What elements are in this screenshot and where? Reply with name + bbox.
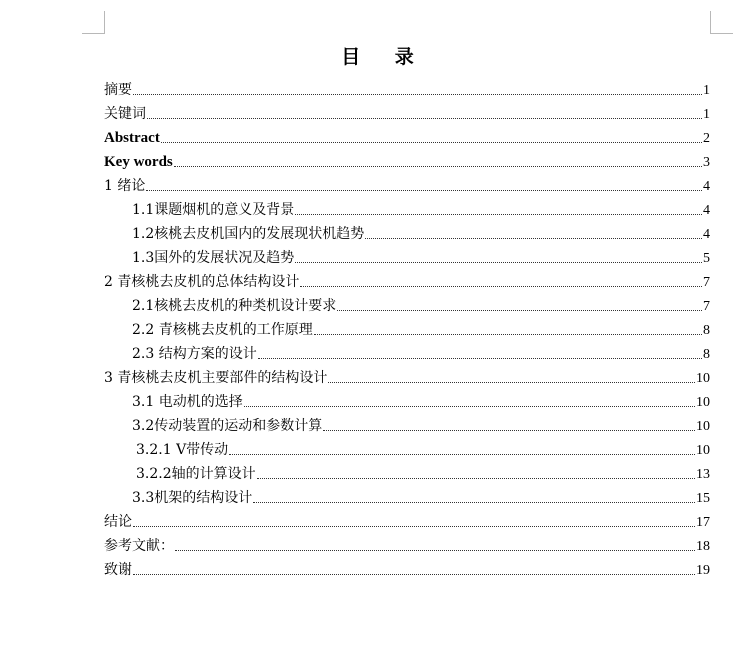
toc-entry-title: 2.1核桃去皮机的种类机设计要求 (132, 298, 337, 314)
toc-entry-page: 17 (696, 515, 710, 530)
toc-entry[interactable] (104, 510, 710, 534)
toc-entry-title: 2 青核桃去皮机的总体结构设计 (104, 274, 300, 290)
toc-entry-title: 关键词 (104, 106, 146, 122)
toc-leader-dots (133, 525, 695, 527)
toc-entry-page: 5 (703, 251, 710, 266)
toc-entry-title: 3.3机架的结构设计 (132, 490, 253, 506)
toc-entry-page: 3 (703, 155, 710, 170)
toc-entry-page: 10 (696, 443, 710, 458)
toc-entry[interactable] (104, 462, 710, 486)
toc-entry[interactable] (104, 174, 710, 198)
toc-entry-page: 2 (703, 131, 710, 146)
toc-entry[interactable] (104, 78, 710, 102)
toc-entry[interactable] (104, 270, 710, 294)
toc-entry-page: 10 (696, 371, 710, 386)
toc-entry-title: 1.2核桃去皮机国内的发展现状机趋势 (132, 226, 365, 242)
toc-leader-dots (253, 501, 695, 503)
toc-entry-page: 10 (696, 419, 710, 434)
page-title: 目 录 (341, 46, 428, 68)
toc-leader-dots (337, 309, 702, 311)
toc-leader-dots (365, 237, 702, 239)
toc-entry[interactable] (104, 150, 710, 174)
toc-entry[interactable] (104, 294, 710, 318)
toc-entry-page: 1 (703, 83, 710, 98)
toc-leader-dots (328, 381, 695, 383)
toc-entry-title: 1 绪论 (104, 178, 146, 194)
toc-entry[interactable] (104, 342, 710, 366)
toc-entry-title: Key words (104, 154, 173, 170)
toc-leader-dots (174, 165, 702, 167)
toc-entry-page: 4 (703, 203, 710, 218)
toc-entry[interactable] (104, 390, 710, 414)
toc-entry[interactable] (104, 486, 710, 510)
toc-entry-page: 8 (703, 323, 710, 338)
toc-entry-page: 4 (703, 179, 710, 194)
toc-leader-dots (295, 261, 702, 263)
toc-leader-dots (258, 357, 702, 359)
toc-entry[interactable] (104, 318, 710, 342)
toc-leader-dots (161, 141, 702, 143)
toc-leader-dots (295, 213, 702, 215)
toc-entry-title: 摘要 (104, 82, 132, 98)
table-of-contents (104, 78, 710, 582)
toc-entry-title: 3.2.2轴的计算设计 (136, 466, 256, 482)
toc-entry-title: 3 青核桃去皮机主要部件的结构设计 (104, 370, 328, 386)
toc-entry-page: 7 (703, 299, 710, 314)
toc-entry-title: 结论 (104, 514, 132, 530)
toc-entry-title: 3.1 电动机的选择 (132, 394, 243, 410)
toc-entry[interactable] (104, 126, 710, 150)
toc-leader-dots (257, 477, 695, 479)
toc-entry-title: 3.2传动装置的运动和参数计算 (132, 418, 323, 434)
toc-entry-page: 7 (703, 275, 710, 290)
toc-leader-dots (175, 549, 695, 551)
toc-entry-title: 2.2 青核桃去皮机的工作原理 (132, 322, 313, 338)
toc-leader-dots (300, 285, 702, 287)
toc-entry-title: 参考文献： (104, 538, 174, 554)
toc-leader-dots (229, 453, 695, 455)
toc-entry[interactable] (104, 222, 710, 246)
toc-leader-dots (133, 93, 702, 95)
toc-entry[interactable] (104, 102, 710, 126)
toc-entry-page: 13 (696, 467, 710, 482)
toc-entry[interactable] (104, 414, 710, 438)
toc-entry-page: 15 (696, 491, 710, 506)
toc-entry-page: 18 (696, 539, 710, 554)
toc-entry-page: 8 (703, 347, 710, 362)
toc-entry-title: 1.3国外的发展状况及趋势 (132, 250, 295, 266)
toc-entry[interactable] (104, 558, 710, 582)
toc-entry-page: 10 (696, 395, 710, 410)
toc-entry-page: 19 (696, 563, 710, 578)
toc-entry-title: Abstract (104, 130, 160, 146)
page-corner-mark-right (710, 11, 733, 34)
toc-entry[interactable] (104, 534, 710, 558)
toc-entry-page: 1 (703, 107, 710, 122)
page-corner-mark-left (82, 11, 105, 34)
toc-leader-dots (323, 429, 695, 431)
toc-entry-page: 4 (703, 227, 710, 242)
toc-entry-title: 致谢 (104, 562, 132, 578)
toc-leader-dots (133, 573, 695, 575)
toc-entry[interactable] (104, 246, 710, 270)
toc-entry[interactable] (104, 366, 710, 390)
toc-entry-title: 3.2.1 V带传动 (136, 442, 229, 458)
toc-leader-dots (314, 333, 702, 335)
toc-entry-title: 1.1课题烟机的意义及背景 (132, 202, 295, 218)
toc-leader-dots (244, 405, 695, 407)
toc-leader-dots (147, 117, 702, 119)
toc-entry[interactable] (104, 438, 710, 462)
toc-entry-title: 2.3 结构方案的设计 (132, 346, 257, 362)
toc-leader-dots (146, 189, 702, 191)
toc-entry[interactable] (104, 198, 710, 222)
